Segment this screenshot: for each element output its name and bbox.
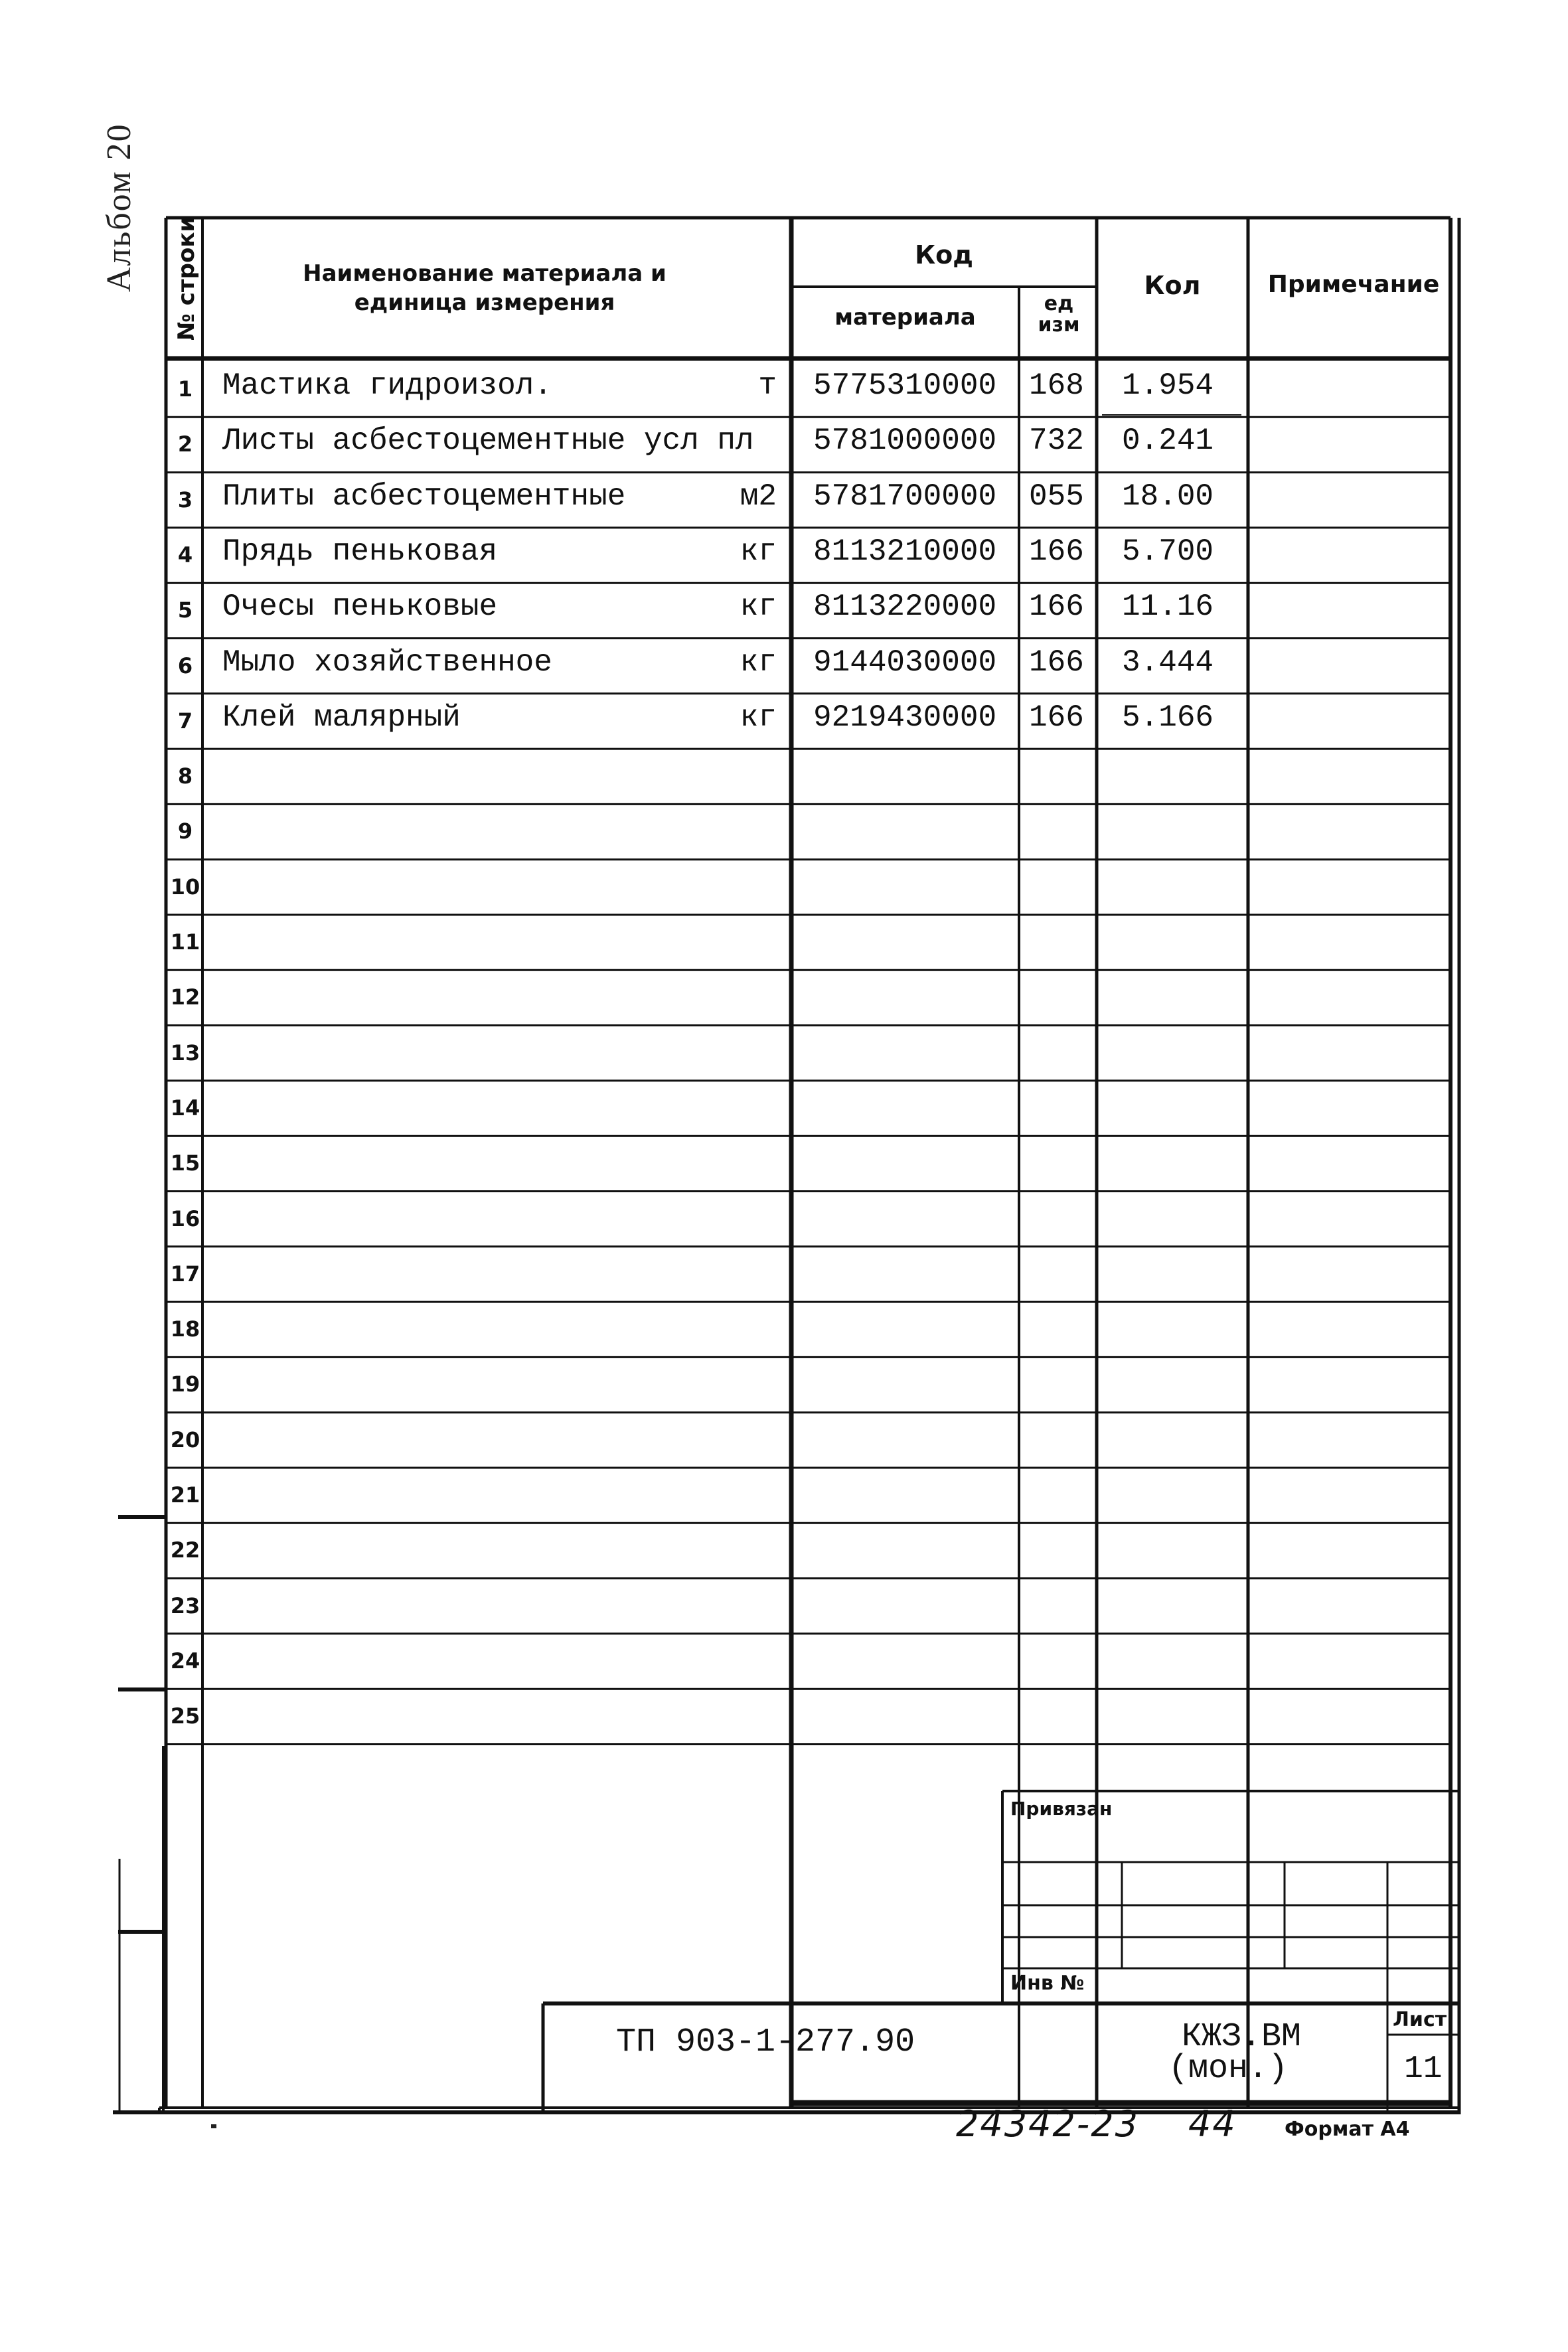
row-number: 7 xyxy=(177,708,193,734)
row-unit-code: 166 xyxy=(1029,589,1084,625)
row-name: Очесы пеньковые xyxy=(222,589,498,625)
row-number: 19 xyxy=(170,1372,200,1397)
format-label: Формат А4 xyxy=(1285,2118,1410,2141)
header-qty: Кол xyxy=(1144,271,1201,300)
album-label: Альбом 20 xyxy=(100,123,138,292)
header-material: материала xyxy=(834,304,976,331)
row-qty: 18.00 xyxy=(1122,479,1214,514)
row-unit-code: 166 xyxy=(1029,700,1084,735)
header-unit-code: ед изм xyxy=(1038,292,1080,337)
row-name: Мыло хозяйственное xyxy=(222,645,552,680)
header-code: Код xyxy=(915,240,973,270)
row-qty: 5.700 xyxy=(1122,534,1214,569)
row-material-code: 5781000000 xyxy=(813,424,997,459)
row-unit: кг xyxy=(740,645,777,680)
row-number: 17 xyxy=(170,1261,200,1287)
row-unit: т xyxy=(758,368,777,403)
row-number: 21 xyxy=(170,1482,200,1508)
row-number: 25 xyxy=(170,1703,200,1729)
row-unit-code: 732 xyxy=(1029,424,1084,459)
row-qty: 11.16 xyxy=(1122,589,1214,625)
bound-label: Привязан xyxy=(1010,1798,1113,1820)
row-number: 5 xyxy=(177,597,193,623)
row-name: Мастика гидроизол. xyxy=(222,368,552,403)
header-note: Примечание xyxy=(1267,271,1440,298)
row-number: 6 xyxy=(177,653,193,678)
mark: КЖЗ.ВМ xyxy=(1182,2018,1302,2056)
row-number: 9 xyxy=(177,819,193,844)
row-number: 11 xyxy=(170,929,200,955)
doc-code: ТП 903-1-277.90 xyxy=(616,2023,915,2061)
row-number: 13 xyxy=(170,1040,200,1065)
row-unit: кг xyxy=(740,589,777,625)
row-name: Плиты асбестоцементные xyxy=(222,479,626,514)
row-number: 4 xyxy=(177,542,193,568)
row-material-code: 8113210000 xyxy=(813,534,997,569)
row-unit: м2 xyxy=(740,479,777,514)
inv-no-label: Инв № xyxy=(1010,1972,1085,1995)
row-number: 23 xyxy=(170,1593,200,1618)
mark-sub: (мон.) xyxy=(1168,2050,1289,2088)
row-qty: 3.444 xyxy=(1122,645,1214,680)
row-number: 16 xyxy=(170,1206,200,1231)
row-unit: кг xyxy=(740,700,777,735)
header-name: Наименование материала и единица измерения xyxy=(303,260,666,316)
dot-mark xyxy=(211,2124,216,2128)
footer-number: 24342-23 xyxy=(956,2103,1139,2145)
row-number: 24 xyxy=(170,1648,200,1674)
row-number: 12 xyxy=(170,984,200,1010)
row-qty: 5.166 xyxy=(1122,700,1214,735)
row-number: 1 xyxy=(177,376,193,402)
row-unit-code: 166 xyxy=(1029,645,1084,680)
row-material-code: 5781700000 xyxy=(813,479,997,514)
row-name: Листы асбестоцементные усл пл xyxy=(222,424,754,459)
row-qty: 1.954 xyxy=(1122,368,1214,403)
row-unit-code: 168 xyxy=(1029,368,1084,403)
row-material-code: 5775310000 xyxy=(813,368,997,403)
row-material-code: 9219430000 xyxy=(813,700,997,735)
sheet-number: 11 xyxy=(1404,2051,1443,2087)
row-name: Прядь пеньковая xyxy=(222,534,498,569)
footer-page: 44 xyxy=(1188,2103,1237,2145)
row-material-code: 9144030000 xyxy=(813,645,997,680)
row-number: 14 xyxy=(170,1095,200,1121)
row-number: 18 xyxy=(170,1316,200,1342)
row-number: 3 xyxy=(177,487,193,512)
row-material-code: 8113220000 xyxy=(813,589,997,625)
row-number: 15 xyxy=(170,1150,200,1176)
sheet-label: Лист xyxy=(1393,2008,1447,2031)
header-row-no: № строки xyxy=(173,216,200,341)
row-number: 8 xyxy=(177,763,193,789)
row-unit-code: 166 xyxy=(1029,534,1084,569)
row-name: Клей малярный xyxy=(222,700,461,735)
row-number: 2 xyxy=(177,431,193,457)
row-number: 10 xyxy=(170,874,200,900)
row-unit: кг xyxy=(740,534,777,569)
row-unit-code: 055 xyxy=(1029,479,1084,514)
row-number: 22 xyxy=(170,1537,200,1563)
row-number: 20 xyxy=(170,1427,200,1452)
row-qty: 0.241 xyxy=(1122,424,1214,459)
